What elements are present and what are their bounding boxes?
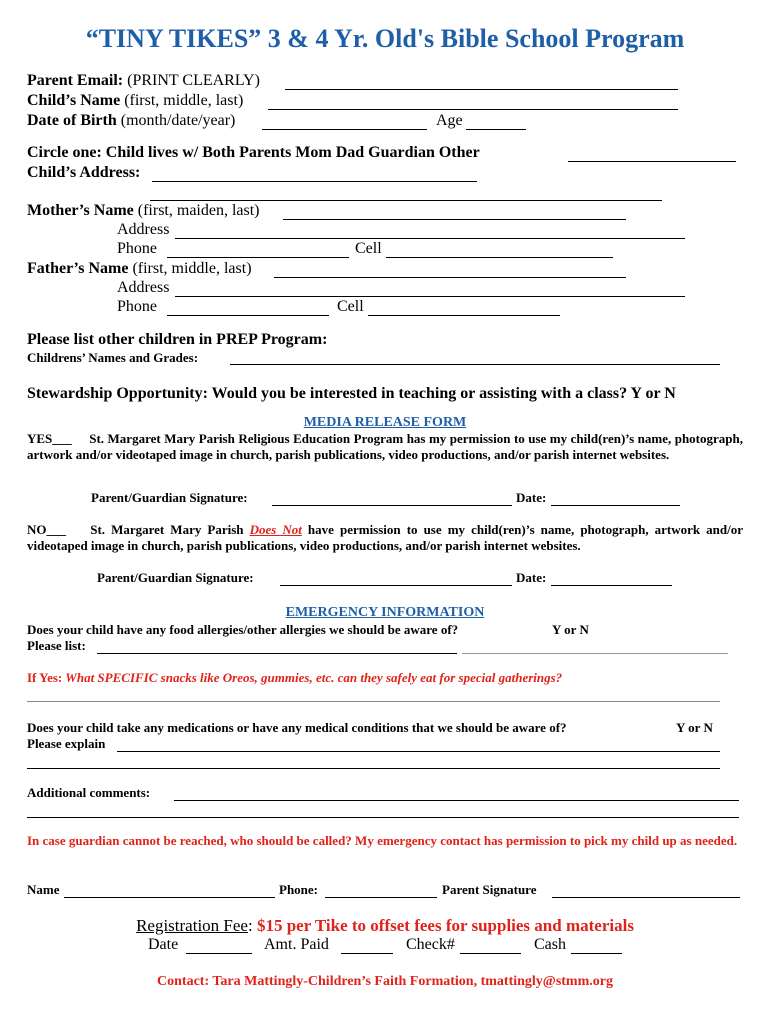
prep-names-label: Childrens’ Names and Grades:	[27, 350, 199, 365]
lives-with-prompt: Circle one: Child lives w/ Both Parents Mom Dad Guardian Other	[27, 144, 480, 161]
mother-address-field[interactable]	[175, 238, 685, 239]
stewardship-question: Stewardship Opportunity: Would you be interested in teaching or assisting with a class? Y or N	[27, 385, 676, 402]
cash-label: Cash	[534, 936, 566, 953]
mother-name-field[interactable]	[283, 219, 626, 220]
no-checkbox[interactable]: NO___	[27, 522, 66, 537]
media-yes-statement: YES___ St. Margaret Mary Parish Religious Education Program has my permission to use my child(ren)’s name, photograph, artwork and/or videotaped image in church, parish publications, video productions, and/or parish internet websites.	[27, 431, 743, 462]
mother-phone-field[interactable]	[167, 257, 349, 258]
mother-name-label: Mother’s Name (first, maiden, last)	[27, 202, 260, 219]
please-explain-field-2[interactable]	[27, 768, 720, 769]
father-address-label: Address	[117, 279, 170, 296]
contact-info: Contact: Tara Mattingly-Children’s Faith Formation, tmattingly@stmm.org	[157, 974, 613, 989]
parent-email-field[interactable]	[285, 89, 678, 90]
medication-yn[interactable]: Y or N	[676, 720, 713, 735]
additional-comments-field-2[interactable]	[27, 817, 739, 818]
mother-cell-field[interactable]	[386, 257, 613, 258]
child-address-field[interactable]	[152, 181, 477, 182]
age-field[interactable]	[466, 129, 526, 130]
yes-date-label: Date:	[516, 490, 547, 505]
child-address-label: Child’s Address:	[27, 164, 141, 181]
father-name-label: Father’s Name (first, middle, last)	[27, 260, 252, 277]
dob-field[interactable]	[262, 129, 427, 130]
page-title: “TINY TIKES” 3 & 4 Yr. Old's Bible School Program	[85, 24, 685, 53]
child-address-field-2[interactable]	[150, 200, 662, 201]
parent-signature-label: Parent Signature	[442, 882, 537, 897]
check-label: Check#	[406, 936, 455, 953]
emergency-phone-label: Phone:	[279, 882, 318, 897]
parent-email-label: Parent Email: (PRINT CLEARLY)	[27, 72, 260, 89]
child-name-label: Child’s Name (first, middle, last)	[27, 92, 244, 109]
please-explain-label: Please explain	[27, 736, 106, 751]
prep-heading: Please list other children in PREP Program:	[27, 331, 328, 348]
prep-names-field[interactable]	[230, 364, 720, 365]
other-guardian-field[interactable]	[568, 161, 736, 162]
additional-comments-field[interactable]	[174, 800, 739, 801]
cash-field[interactable]	[571, 953, 622, 954]
parent-signature-field[interactable]	[552, 897, 740, 898]
does-not-emphasis: Does Not	[249, 522, 302, 537]
mother-address-label: Address	[117, 221, 170, 238]
additional-comments-label: Additional comments:	[27, 785, 151, 800]
father-phone-field[interactable]	[167, 315, 329, 316]
yes-signature-field[interactable]	[272, 505, 512, 506]
guardian-note: In case guardian cannot be reached, who should be called? My emergency contact has permission to pick my child up as needed.	[27, 833, 738, 848]
dob-label: Date of Birth (month/date/year)	[27, 112, 236, 129]
please-explain-field[interactable]	[117, 751, 720, 752]
amt-paid-label: Amt. Paid	[264, 936, 329, 953]
check-field[interactable]	[460, 953, 521, 954]
media-release-heading: MEDIA RELEASE FORM	[303, 415, 467, 430]
allergy-yn[interactable]: Y or N	[552, 622, 589, 637]
emergency-name-field[interactable]	[64, 897, 275, 898]
no-signature-label: Parent/Guardian Signature:	[97, 570, 254, 585]
child-name-field[interactable]	[268, 109, 678, 110]
yes-checkbox[interactable]: YES___	[27, 431, 72, 446]
father-name-field[interactable]	[274, 277, 626, 278]
father-cell-label: Cell	[337, 298, 364, 315]
please-list-label: Please list:	[27, 638, 86, 653]
no-date-field[interactable]	[551, 585, 672, 586]
no-date-label: Date:	[516, 570, 547, 585]
yes-signature-label: Parent/Guardian Signature:	[91, 490, 248, 505]
snacks-field[interactable]	[27, 701, 720, 702]
father-address-field[interactable]	[175, 296, 685, 297]
please-list-field-2[interactable]	[462, 653, 728, 654]
media-no-statement: NO___ St. Margaret Mary Parish Does Not have permission to use my child(ren)’s name, photograph, artwork and/or videotaped image in church, parish publications, video productions, and/or parish internet websites.	[27, 522, 744, 553]
mother-cell-label: Cell	[355, 240, 382, 257]
mother-phone-label: Phone	[117, 240, 157, 257]
yes-date-field[interactable]	[551, 505, 680, 506]
emergency-heading: EMERGENCY INFORMATION	[285, 605, 485, 620]
emergency-phone-field[interactable]	[325, 897, 437, 898]
fee-date-field[interactable]	[186, 953, 252, 954]
please-list-field[interactable]	[97, 653, 457, 654]
no-signature-field[interactable]	[280, 585, 512, 586]
fee-date-label: Date	[148, 936, 179, 953]
medication-question: Does your child take any medications or have any medical conditions that we should be aware of?	[27, 720, 567, 735]
emergency-name-label: Name	[27, 882, 60, 897]
father-cell-field[interactable]	[368, 315, 560, 316]
age-label: Age	[436, 112, 463, 129]
father-phone-label: Phone	[117, 298, 157, 315]
allergy-question: Does your child have any food allergies/other allergies we should be aware of?	[27, 622, 459, 637]
registration-fee: Registration Fee: $15 per Tike to offset fees for supplies and materials	[136, 916, 634, 935]
amt-paid-field[interactable]	[341, 953, 393, 954]
snacks-question: If Yes: What SPECIFIC snacks like Oreos, gummies, etc. can they safely eat for special gatherings?	[27, 670, 563, 685]
